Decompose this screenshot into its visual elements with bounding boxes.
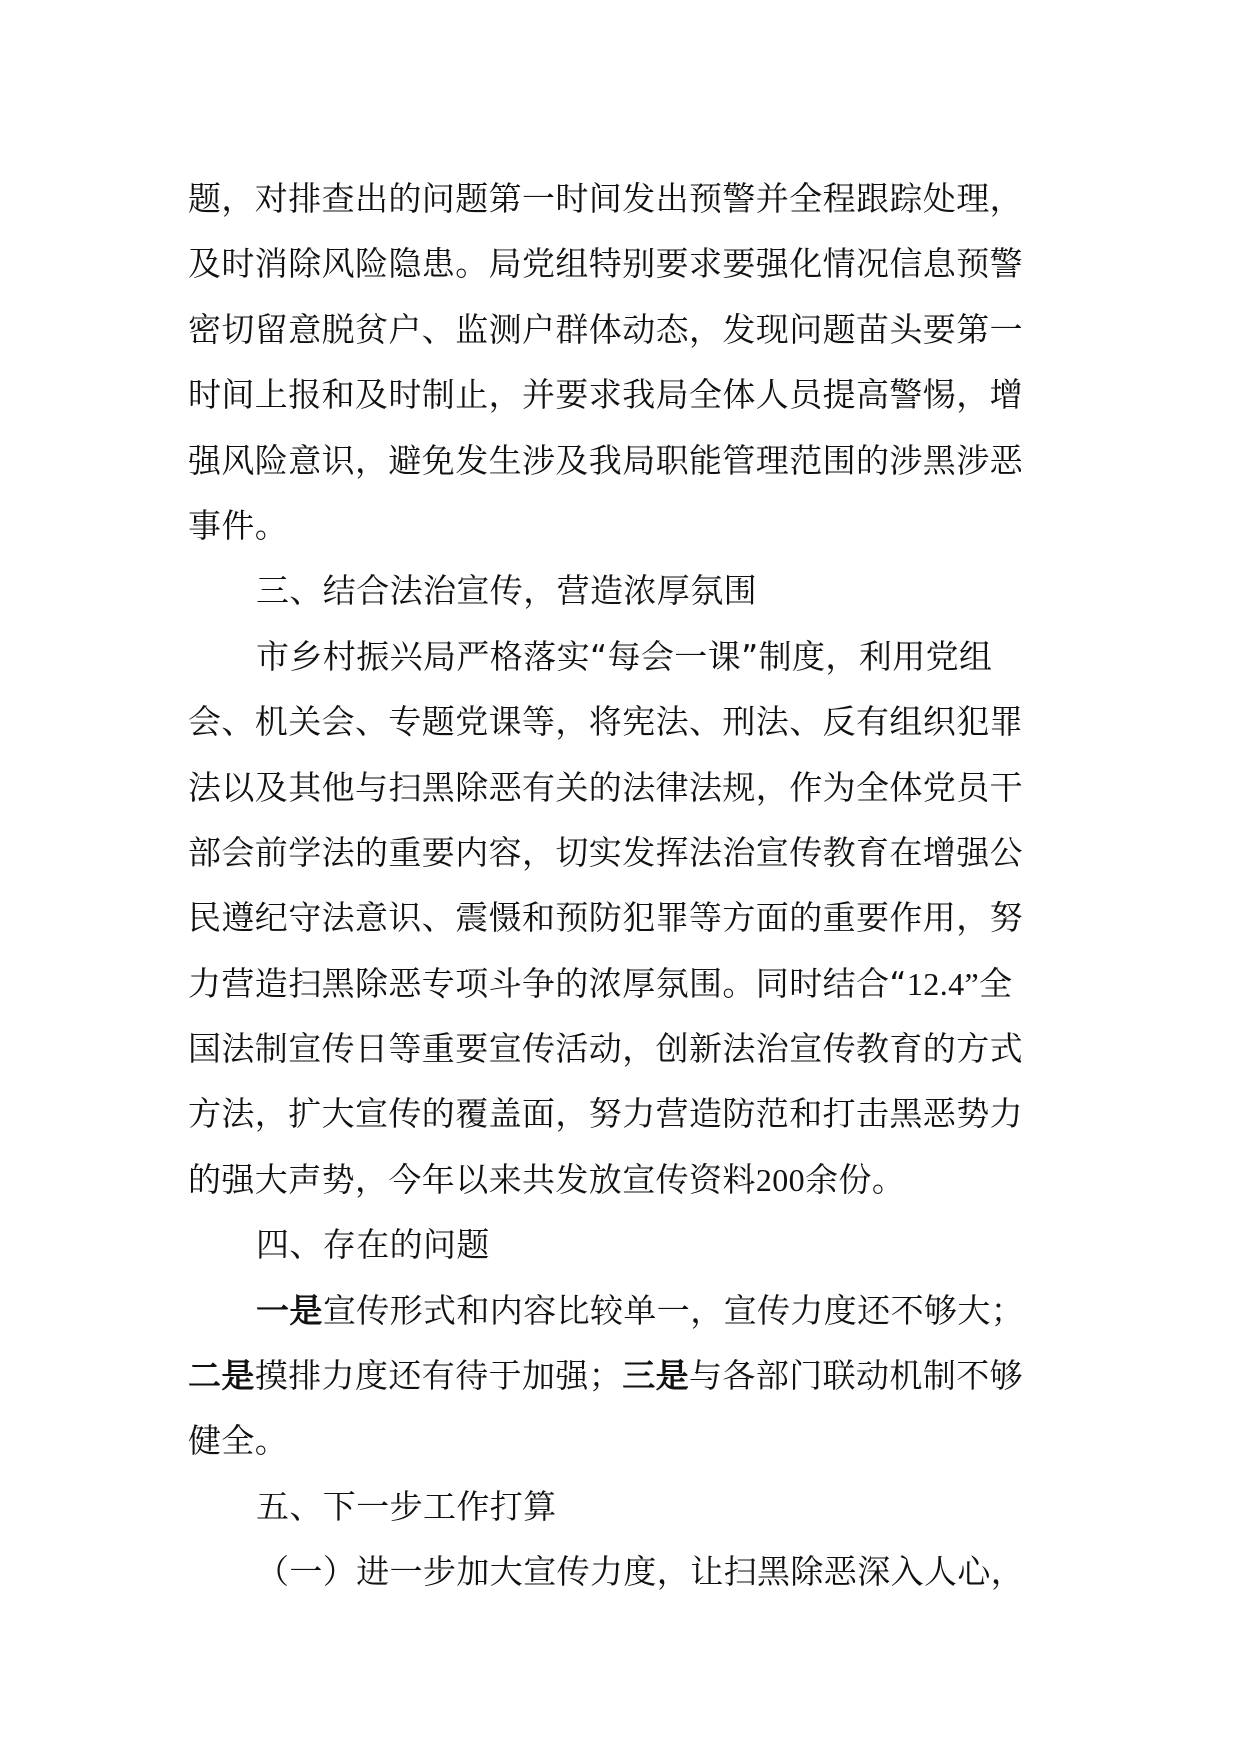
paragraph-line: （一）进一步加大宣传力度，让扫黑除恶深入人心， (256, 1552, 1025, 1592)
number-text: 200 (755, 1161, 806, 1198)
text-run: 摸排力度还有待于加强； (254, 1356, 623, 1396)
paragraph-line: 密切留意脱贫户、监测户群体动态，发现问题苗头要第一 (188, 309, 1023, 349)
bold-lead: 二是 (188, 1356, 255, 1396)
paragraph-line: 时间上报和及时制止，并要求我局全体人员提高警惕，增 (188, 375, 1023, 415)
paragraph-line: 国法制宣传日等重要宣传活动，创新法治宣传教育的方式 (188, 1029, 1023, 1069)
paragraph-line: 市乡村振兴局严格落实“每会一课”制度，利用党组 (256, 636, 993, 676)
bold-lead: 三是 (622, 1356, 690, 1396)
text-run: 的强大声势，今年以来共发放宣传资料 (188, 1159, 756, 1199)
paragraph-line: 及时消除风险隐患。局党组特别要求要强化情况信息预警 (188, 244, 1023, 284)
paragraph-line: 健全。 (188, 1421, 289, 1461)
paragraph-line (188, 1343, 1056, 1408)
paragraph-line: 方法，扩大宣传的覆盖面，努力营造防范和打击黑恶势力 (188, 1094, 1023, 1134)
paragraph-line: 强风险意识，避免发生涉及我局职能管理范围的涉黑涉恶 (188, 440, 1023, 480)
document-page (188, 166, 1056, 1605)
text-run: 力营造扫黑除恶专项斗争的浓厚氛围。同时结合“ (188, 963, 907, 1003)
date-text: 12.4” (906, 965, 980, 1002)
section-heading: 四、存在的问题 (256, 1225, 490, 1265)
section-heading: 三、结合法治宣传，营造浓厚氛围 (256, 571, 757, 611)
paragraph-line (188, 1278, 1056, 1343)
paragraph-line: 民遵纪守法意识、震慑和预防犯罪等方面的重要作用，努 (188, 898, 1023, 938)
paragraph-line: 部会前学法的重要内容，切实发挥法治宣传教育在增强公 (188, 832, 1023, 872)
text-run: 与各部门联动机制不够 (689, 1356, 1024, 1396)
text-run: 全 (979, 963, 1013, 1003)
paragraph-line: 事件。 (188, 505, 289, 545)
paragraph-line: 题，对排查出的问题第一时间发出预警并全程跟踪处理， (188, 179, 1023, 218)
paragraph-line (188, 951, 1056, 1016)
paragraph-line (188, 1147, 1056, 1212)
paragraph-line: 会、机关会、专题党课等，将宪法、刑法、反有组织犯罪 (188, 702, 1023, 742)
section-heading: 五、下一步工作打算 (256, 1486, 557, 1526)
bold-lead: 一是 (256, 1290, 323, 1330)
paragraph-line: 法以及其他与扫黑除恶有关的法律法规，作为全体党员干 (188, 767, 1023, 807)
text-run: 宣传形式和内容比较单一，宣传力度还不够大； (322, 1290, 1025, 1330)
text-run: 余份。 (805, 1159, 906, 1199)
